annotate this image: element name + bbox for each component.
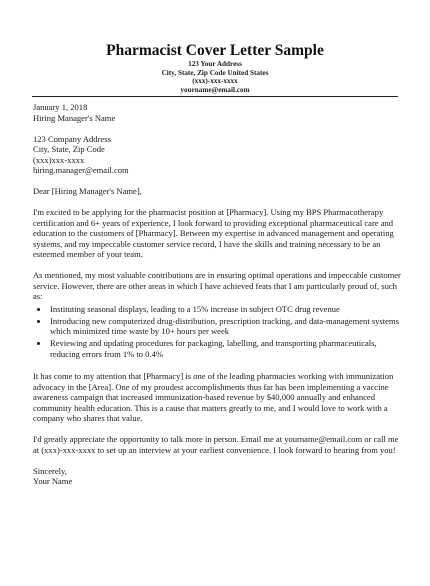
salutation: Dear [Hiring Manager's Name], (33, 186, 142, 196)
sender-phone-line: (xxx)-xxx-xxxx (192, 77, 238, 86)
list-item: • Reviewing and updating procedures for packaging, labelling, and transporting pharmaceuticals, reducing errors from 1% to 0.4% (49, 338, 402, 359)
document-title: Pharmacist Cover Letter Sample (106, 42, 324, 59)
letter-body (33, 102, 402, 487)
recipient-city-line: City, State, Zip Code (33, 144, 105, 154)
sender-email-line: yourname@email.com (180, 85, 250, 94)
list-item: • Introducing new computerized drug-distribution, prescription tracking, and data-management systems which minimized time waste by 10+ hours per week (49, 316, 402, 337)
list-item: • Instituting seasonal displays, leading to a 15% increase in subject OTC drug revenue (49, 304, 402, 315)
recipient-name: Hiring Manager's Name (33, 112, 116, 123)
recipient-email-line: hiring.manager@email.com (33, 165, 129, 175)
paragraph-intro: I'm excited to be applying for the pharmacist position at [Pharmacy]. Using my BPS Pharmacotherapy certification and 6+ years of experience, I look forward to providing exceptional pharmaceutical care and education to the customers of [Pharmacy]. Between my expertise in advanced management and operating systems, and my impeccable customer service record, I have the skills and training necessary to be an esteemed member of your team. (33, 207, 394, 259)
achievements-list (33, 304, 402, 360)
letter-date: January 1, 2018 (33, 102, 88, 112)
paragraph-closing-request: I'd greatly appreciate the opportunity to talk more in person. Email me at yourname@email.com or call me at (xxx)-xxx-xxxx to set up an interview at your earliest convenience. I look forward to hearing from you! (33, 434, 399, 455)
letter-header (0, 0, 430, 94)
paragraph-immunization: It has come to my attention that [Pharmacy] is one of the leading pharmacies working with immunization advocacy in the [Area]. One of my proudest accomplishments thus far has been implementing a vaccine awareness campaign that increased immunization-based revenue by $40,000 annually and enhanced community health education. This is a cause that matters greatly to me, and I would love to work with a company who shares that value. (33, 371, 394, 423)
recipient-address-line: 123 Company Address (33, 133, 111, 144)
sender-city-line: City, State, Zip Code United States (161, 68, 269, 77)
paragraph-contributions: As mentioned, my most valuable contributions are in ensuring optimal operations and impeccable customer service. However, there are other areas in which I have achieved feats that I am particularly proud of, such as: (33, 270, 401, 301)
closing: Sincerely, (33, 465, 67, 476)
header-divider (32, 96, 398, 97)
recipient-phone-line: (xxx)xxx-xxxx (33, 154, 85, 165)
sender-address-line: 123 Your Address (188, 60, 242, 68)
signature-name: Your Name (33, 476, 73, 486)
